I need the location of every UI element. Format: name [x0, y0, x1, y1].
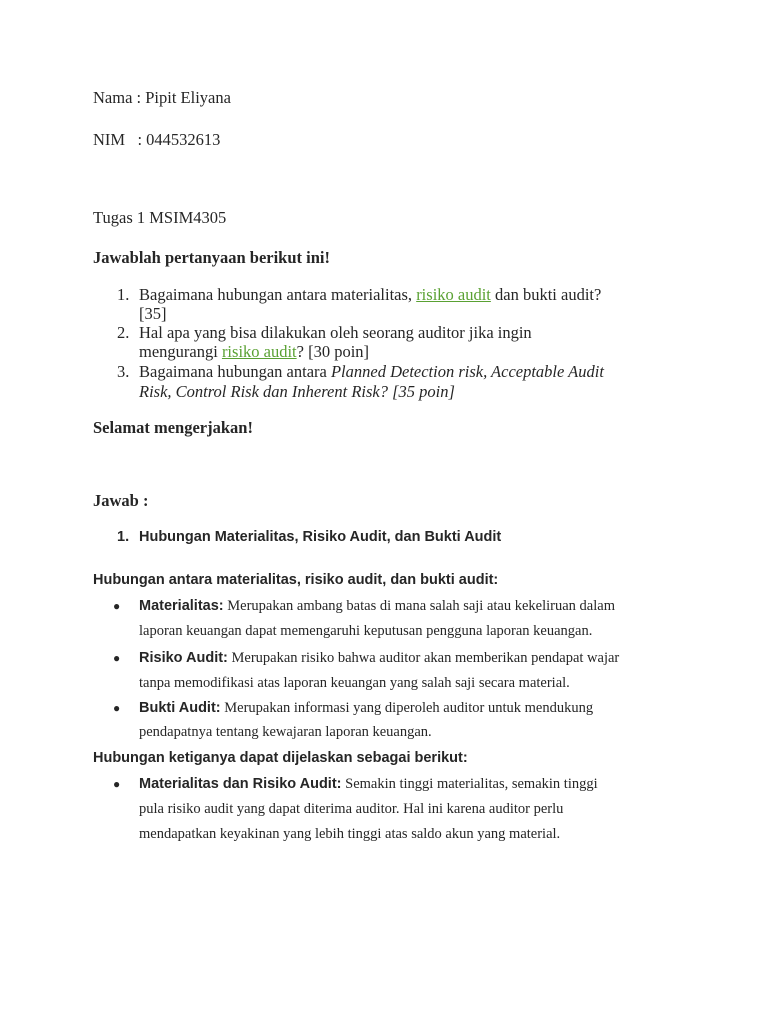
instructions-heading: Jawablah pertanyaan berikut ini!	[93, 248, 330, 267]
bullet-icon: ●	[113, 701, 121, 715]
subheading-explanation: Hubungan ketiganya dapat dijelaskan sebagai berikut:	[93, 750, 468, 766]
question-text-part: Bagaimana hubungan antara	[139, 362, 331, 381]
item-description: Merupakan ambang batas di mana salah saji atau kekeliruan dalam	[223, 598, 615, 614]
question-text-cont	[139, 342, 369, 362]
assignment-title: Tugas 1 MSIM4305	[93, 208, 227, 227]
item-description: Merupakan risiko bahwa auditor akan memberikan pendapat wajar	[227, 650, 620, 666]
question-text-italic: Risk, Control Risk dan Inherent Risk? [35 poin]	[139, 382, 455, 401]
risiko-audit-link[interactable]: risiko audit	[221, 342, 297, 361]
question-text	[139, 362, 604, 382]
question-text-part: mengurangi	[139, 342, 222, 361]
question-text-cont	[139, 382, 455, 402]
item-label: Materialitas:	[139, 598, 224, 614]
answer-heading: Jawab :	[93, 491, 149, 510]
item-description: Merupakan informasi yang diperoleh auditor untuk mendukung	[220, 700, 594, 716]
item-label: Materialitas dan Risiko Audit:	[139, 776, 342, 792]
question-number: 2.	[117, 323, 130, 342]
section-title: Hubungan Materialitas, Risiko Audit, dan Bukti Audit	[139, 529, 502, 545]
student-name: Nama : Pipit Eliyana	[93, 88, 231, 107]
question-number: 3.	[117, 362, 130, 381]
question-text-part: Bagaimana hubungan antara materialitas,	[139, 285, 417, 304]
item-label: Risiko Audit:	[139, 650, 228, 666]
item-label: Bukti Audit:	[139, 700, 221, 716]
question-text-part: ? [30 poin]	[296, 342, 370, 361]
item-description-cont: pendapatnya tentang kewajaran laporan keuangan.	[139, 724, 432, 740]
bullet-icon: ●	[113, 599, 121, 613]
subheading-relations: Hubungan antara materialitas, risiko audit, dan bukti audit:	[93, 572, 499, 588]
question-number: 1.	[117, 285, 130, 304]
risiko-audit-link[interactable]: risiko audit	[416, 285, 491, 304]
question-text	[139, 285, 601, 305]
question-text-italic: Planned Detection risk, Acceptable Audit	[330, 362, 604, 381]
question-points: [35]	[139, 304, 167, 323]
closing-text: Selamat mengerjakan!	[93, 418, 253, 437]
bullet-icon: ●	[113, 651, 121, 665]
question-text: Hal apa yang bisa dilakukan oleh seorang auditor jika ingin	[139, 323, 532, 342]
section-number: 1.	[117, 529, 130, 545]
item-description-cont: mendapatkan keyakinan yang lebih tinggi atas saldo akun yang material.	[139, 826, 561, 842]
bullet-icon: ●	[113, 777, 121, 791]
item-description-cont: pula risiko audit yang dapat diterima auditor. Hal ini karena auditor perlu	[139, 801, 564, 817]
item-description-cont: laporan keuangan dapat memengaruhi keputusan pengguna laporan keuangan.	[139, 623, 593, 639]
item-description: Semakin tinggi materialitas, semakin tinggi	[341, 776, 598, 792]
item-description-cont: tanpa memodifikasi atas laporan keuangan yang salah saji secara material.	[139, 675, 570, 691]
question-text-part: dan bukti audit?	[490, 285, 602, 304]
student-nim: NIM : 044532613	[93, 130, 221, 149]
